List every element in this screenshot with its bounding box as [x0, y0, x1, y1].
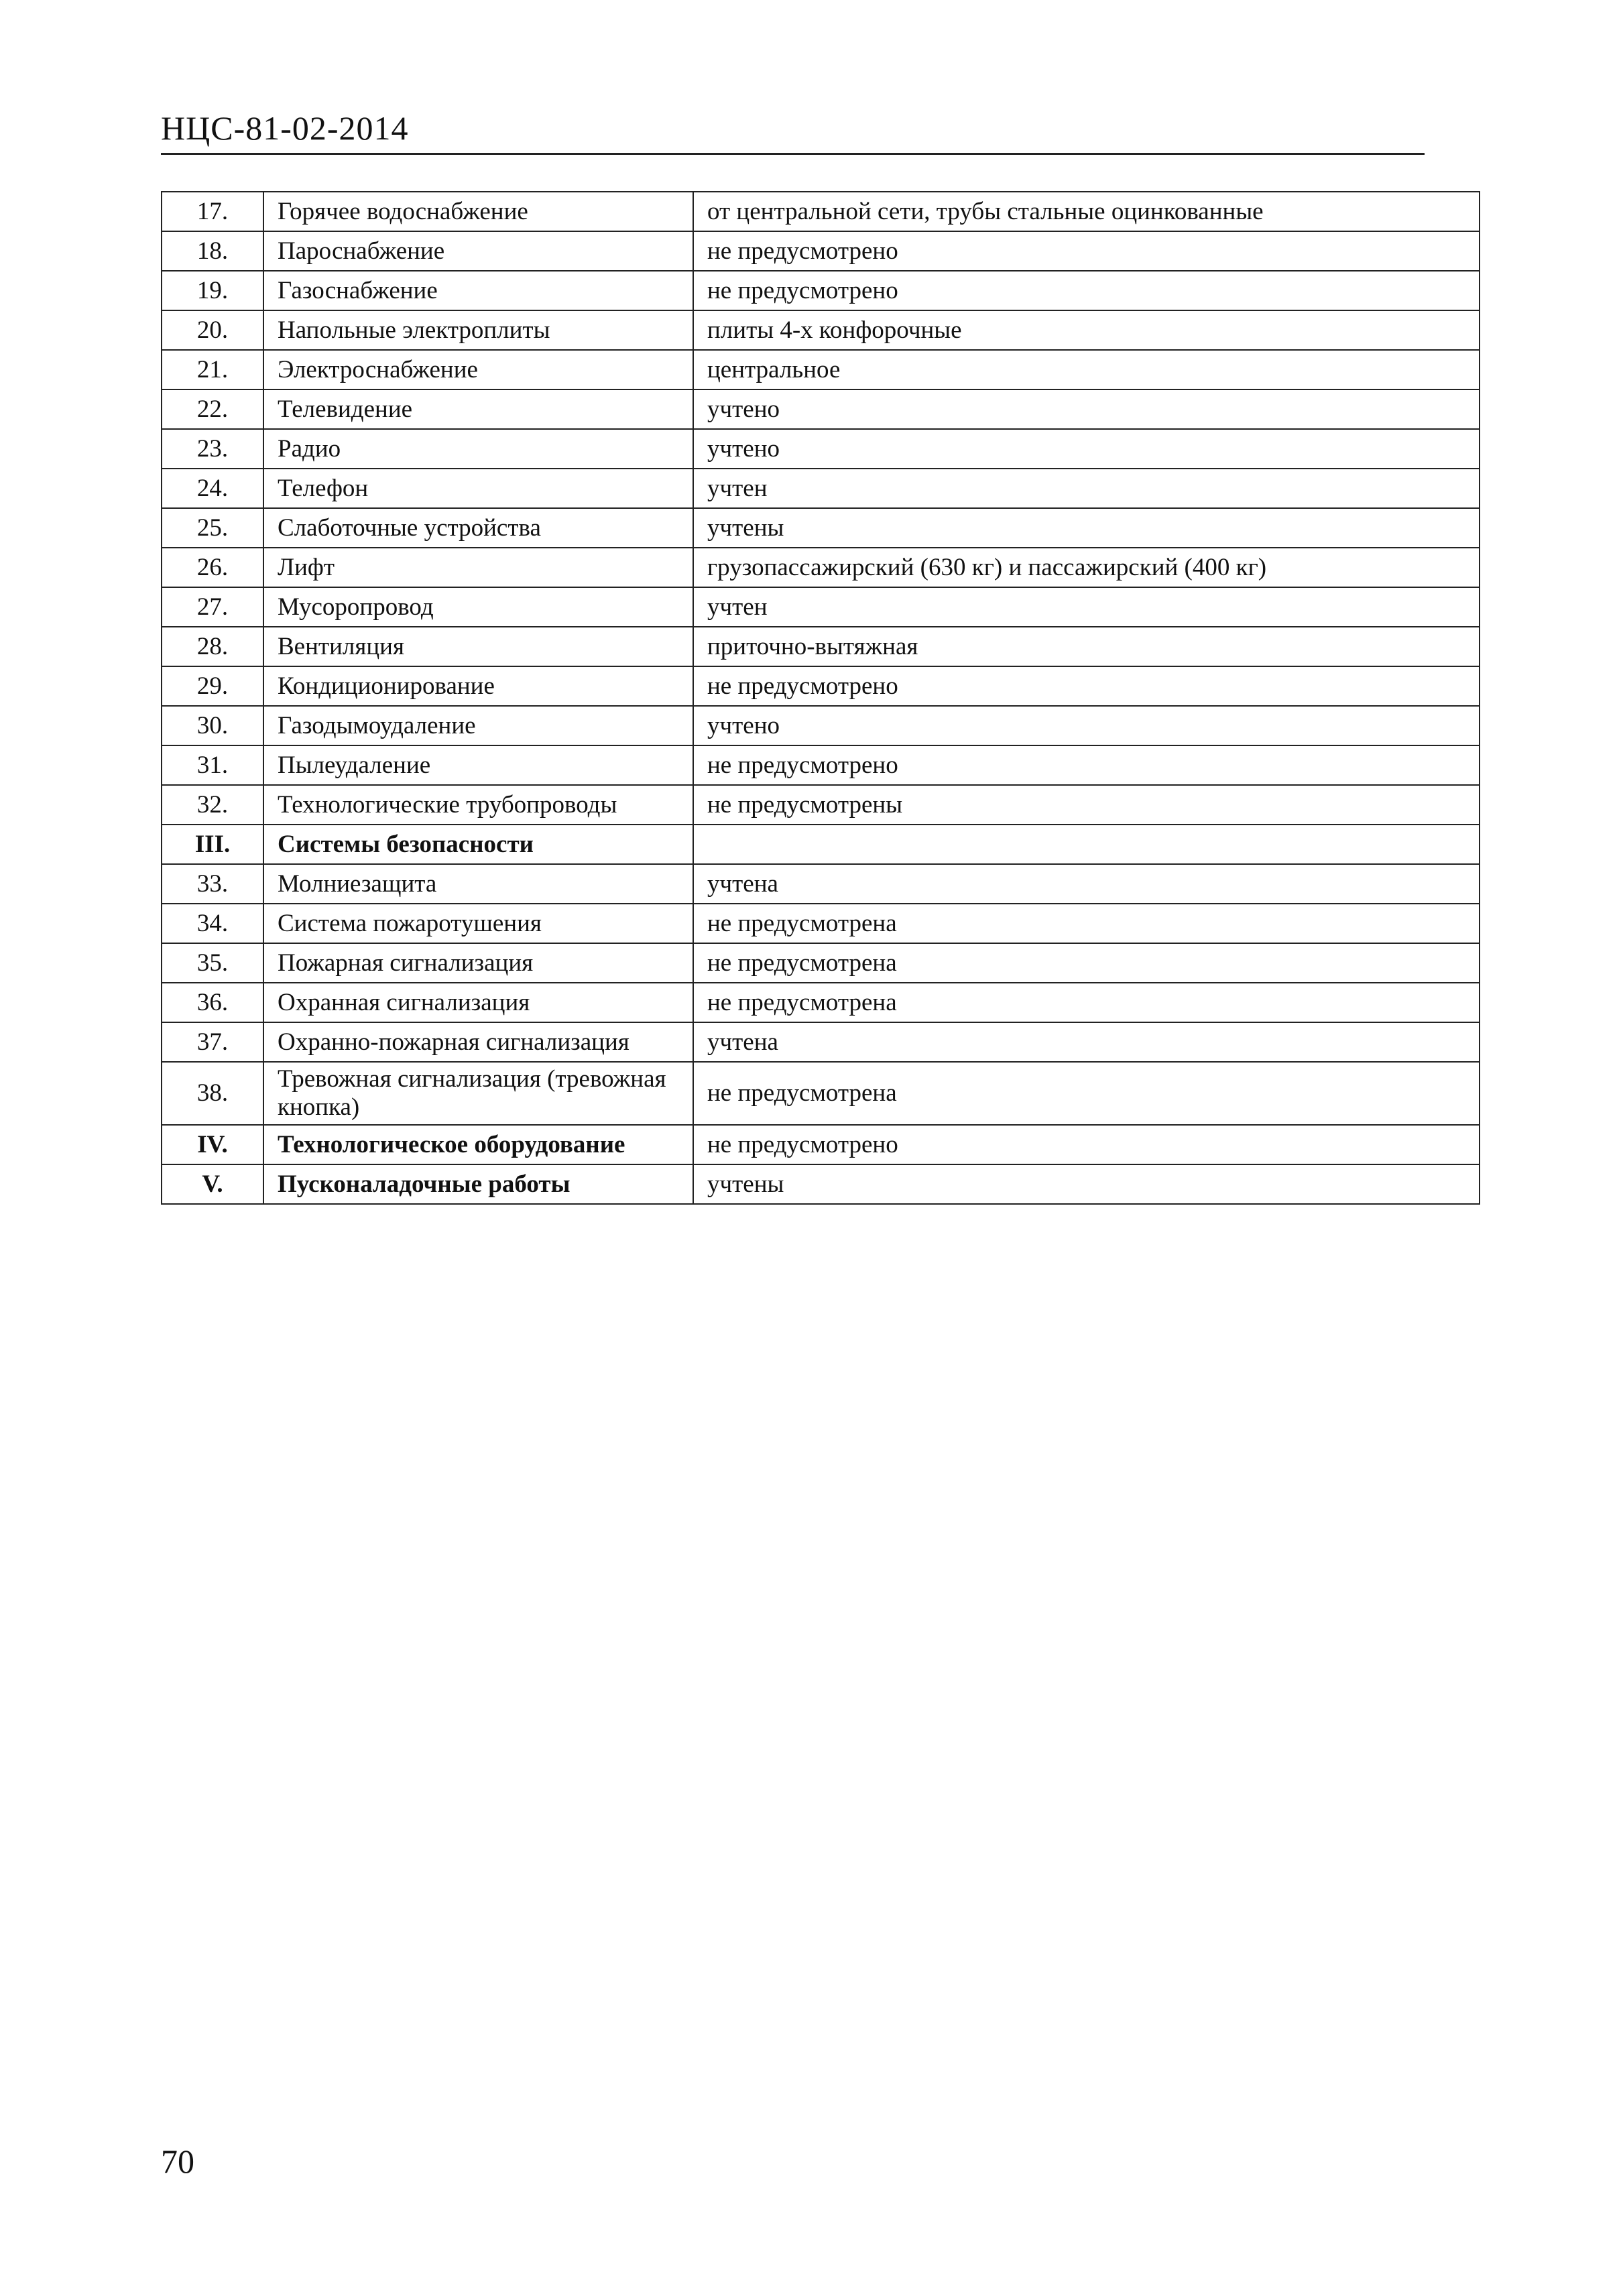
row-value: не предусмотрено	[693, 231, 1480, 271]
row-name: Электроснабжение	[263, 350, 693, 389]
section-number: V.	[162, 1164, 263, 1204]
table-row	[162, 627, 1480, 666]
table-row	[162, 904, 1480, 943]
row-value: учтена	[693, 864, 1480, 904]
table-row	[162, 864, 1480, 904]
table-row	[162, 745, 1480, 785]
row-value: учтена	[693, 1022, 1480, 1062]
row-value: центральное	[693, 350, 1480, 389]
row-name: Газодымоудаление	[263, 706, 693, 745]
table-row	[162, 785, 1480, 825]
row-number: 32.	[162, 785, 263, 825]
row-name: Напольные электроплиты	[263, 310, 693, 350]
table-row	[162, 587, 1480, 627]
row-value: не предусмотрена	[693, 943, 1480, 983]
section-row	[162, 825, 1480, 864]
row-name: Горячее водоснабжение	[263, 192, 693, 231]
row-number: 29.	[162, 666, 263, 706]
table-row	[162, 350, 1480, 389]
row-number: 30.	[162, 706, 263, 745]
table-row	[162, 1022, 1480, 1062]
table-row	[162, 706, 1480, 745]
row-value: плиты 4-х конфорочные	[693, 310, 1480, 350]
table-row	[162, 389, 1480, 429]
table-row	[162, 943, 1480, 983]
row-name: Слаботочные устройства	[263, 508, 693, 548]
row-value: грузопассажирский (630 кг) и пассажирский (400 кг)	[693, 548, 1480, 587]
row-name: Газоснабжение	[263, 271, 693, 310]
row-name: Лифт	[263, 548, 693, 587]
row-number: 37.	[162, 1022, 263, 1062]
row-value: учтено	[693, 389, 1480, 429]
row-number: 24.	[162, 469, 263, 508]
section-title: Системы безопасности	[263, 825, 693, 864]
row-name: Пароснабжение	[263, 231, 693, 271]
table-row	[162, 666, 1480, 706]
row-name: Пылеудаление	[263, 745, 693, 785]
row-number: 34.	[162, 904, 263, 943]
section-title: Пусконаладочные работы	[263, 1164, 693, 1204]
section-row	[162, 1125, 1480, 1164]
table-row	[162, 429, 1480, 469]
section-value: учтены	[693, 1164, 1480, 1204]
row-number: 17.	[162, 192, 263, 231]
row-number: 22.	[162, 389, 263, 429]
row-value: не предусмотрены	[693, 785, 1480, 825]
row-value: учтено	[693, 429, 1480, 469]
row-number: 38.	[162, 1062, 263, 1125]
row-number: 20.	[162, 310, 263, 350]
row-number: 31.	[162, 745, 263, 785]
row-number: 26.	[162, 548, 263, 587]
row-value: от центральной сети, трубы стальные оцинкованные	[693, 192, 1480, 231]
table-row	[162, 469, 1480, 508]
row-number: 35.	[162, 943, 263, 983]
row-name: Тревожная сигнализация (тревожная кнопка)	[263, 1062, 693, 1125]
row-name: Телевидение	[263, 389, 693, 429]
table-row	[162, 192, 1480, 231]
row-value: приточно-вытяжная	[693, 627, 1480, 666]
row-value: не предусмотрено	[693, 271, 1480, 310]
row-name: Телефон	[263, 469, 693, 508]
section-value	[693, 825, 1480, 864]
table-row	[162, 508, 1480, 548]
table-row	[162, 983, 1480, 1022]
table-row	[162, 548, 1480, 587]
row-value: учтено	[693, 706, 1480, 745]
row-number: 36.	[162, 983, 263, 1022]
row-value: учтен	[693, 587, 1480, 627]
row-name: Охранно-пожарная сигнализация	[263, 1022, 693, 1062]
row-name: Вентиляция	[263, 627, 693, 666]
row-name: Пожарная сигнализация	[263, 943, 693, 983]
row-number: 33.	[162, 864, 263, 904]
section-row	[162, 1164, 1480, 1204]
row-number: 27.	[162, 587, 263, 627]
table-row	[162, 1062, 1480, 1125]
row-value: не предусмотрена	[693, 983, 1480, 1022]
row-value: не предусмотрено	[693, 745, 1480, 785]
row-value: не предусмотрена	[693, 904, 1480, 943]
row-number: 19.	[162, 271, 263, 310]
row-name: Система пожаротушения	[263, 904, 693, 943]
row-number: 21.	[162, 350, 263, 389]
row-name: Кондиционирование	[263, 666, 693, 706]
row-number: 28.	[162, 627, 263, 666]
table-row	[162, 271, 1480, 310]
row-number: 23.	[162, 429, 263, 469]
document-code: НЦС-81-02-2014	[161, 109, 409, 147]
table-row	[162, 310, 1480, 350]
section-number: IV.	[162, 1125, 263, 1164]
section-title: Технологическое оборудование	[263, 1125, 693, 1164]
row-number: 25.	[162, 508, 263, 548]
row-value: не предусмотрена	[693, 1062, 1480, 1125]
row-value: учтен	[693, 469, 1480, 508]
header-divider	[161, 153, 1425, 155]
row-name: Радио	[263, 429, 693, 469]
specification-table	[161, 191, 1480, 1205]
row-value: учтены	[693, 508, 1480, 548]
row-number: 18.	[162, 231, 263, 271]
table-row	[162, 231, 1480, 271]
row-name: Молниезащита	[263, 864, 693, 904]
row-value: не предусмотрено	[693, 666, 1480, 706]
section-number: III.	[162, 825, 263, 864]
row-name: Охранная сигнализация	[263, 983, 693, 1022]
page-number: 70	[161, 2142, 194, 2180]
section-value: не предусмотрено	[693, 1125, 1480, 1164]
row-name: Мусоропровод	[263, 587, 693, 627]
row-name: Технологические трубопроводы	[263, 785, 693, 825]
